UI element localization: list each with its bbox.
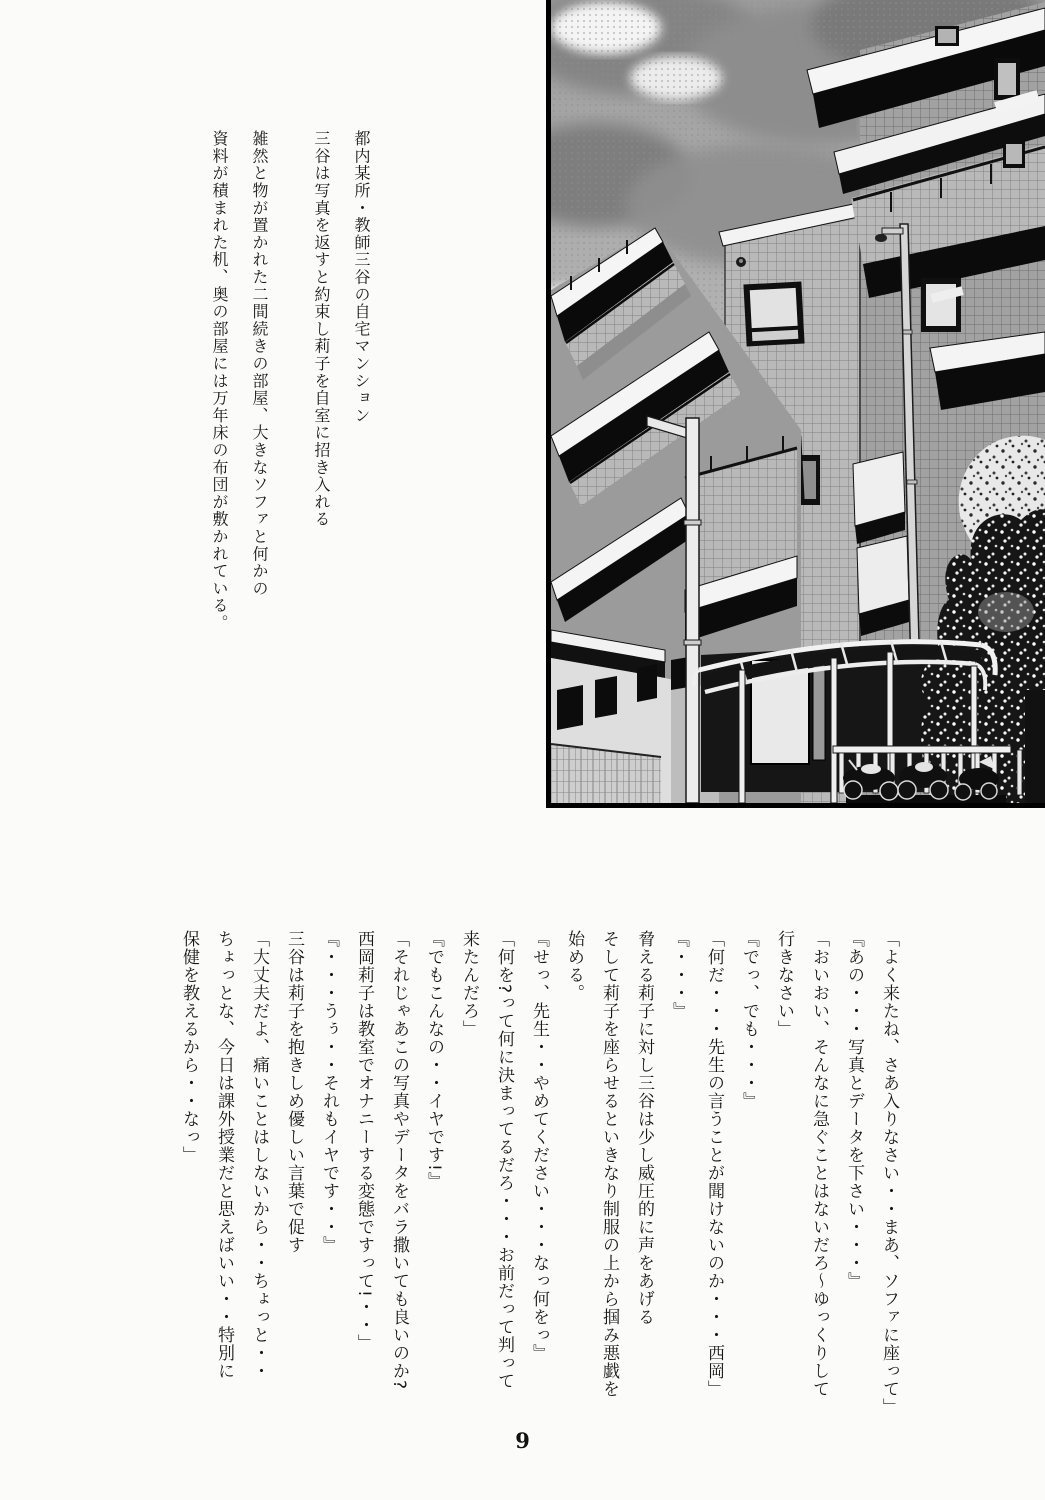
page-number: 9 [515, 1428, 530, 1453]
script-line: 保健を教えるから・・なっ」 [179, 930, 199, 1164]
script-line: 「何だ・・・先生の言うことが聞けないのか・・・西岡」 [704, 930, 724, 1398]
intro-line: 三谷は写真を返すと約束し莉子を自室に招き入れる [312, 130, 331, 528]
script-line: 「それじゃあこの写真やデータをバラ撒いても良いのか? [389, 930, 409, 1391]
scene-intro-block [195, 130, 381, 660]
script-line: 『・・・うぅ・・それもイヤです・・』 [319, 930, 339, 1254]
script-line: そして莉子を座らせるといきなり制服の上から掴み悪戯を [599, 930, 619, 1398]
script-line: 西岡莉子は教室でオナニーする変態ですって!・・」 [354, 930, 374, 1352]
script-line: 「大丈夫だよ、痛いことはしないから・・ちょっと・・ [249, 930, 269, 1380]
script-line: 三谷は莉子を抱きしめ優しい言葉で促す [284, 930, 304, 1254]
apartment-building-illustration [551, 0, 1045, 803]
script-line: 「よく来たね、さあ入りなさい・・まあ、ソファに座って」 [879, 930, 899, 1416]
script-line: 『・・・』 [669, 930, 689, 1020]
script-line: 『せっ、先生・・やめてください・・・なっ何をっ』 [529, 930, 549, 1362]
script-line: 脅える莉子に対し三谷は少し威圧的に声をあげる [634, 930, 654, 1326]
script-line: ちょっとな、今日は課外授業だと思えばいい・・特別に [214, 930, 234, 1380]
script-line: 「何を?って何に決まってるだろ・・・お前だって判って [494, 930, 514, 1391]
script-line: 始める。 [564, 930, 584, 1002]
script-line: 来たんだろ」 [459, 930, 479, 1038]
dialogue-block [168, 930, 906, 1435]
script-line: 「おいおい、そんなに急ぐことはないだろ～ゆっくりして [809, 930, 829, 1398]
script-line: 『でっ、でも・・・』 [739, 930, 759, 1110]
script-line: 『でもこんなの・・イヤです!』 [424, 930, 444, 1190]
intro-line: 都内某所・教師三谷の自宅マンション [352, 130, 371, 425]
manga-panel-frame [546, 0, 1045, 808]
intro-line: 雑然と物が置かれた二間続きの部屋、大きなソファと何かの [250, 130, 269, 598]
script-line: 行きなさい」 [774, 930, 794, 1038]
script-line: 『あの・・・写真とデータを下さい・・・』 [844, 930, 864, 1290]
intro-line: 資料が積まれた机、奥の部屋には万年床の布団が敷かれている。 [210, 130, 229, 632]
